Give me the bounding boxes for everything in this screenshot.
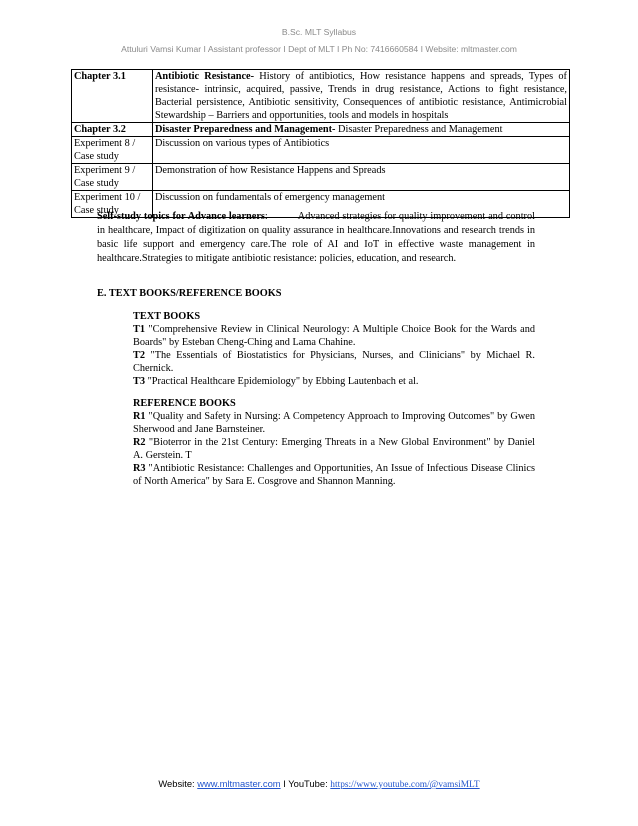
book-text: "Antibiotic Resistance: Challenges and Opportunities, An Issue of Infectious Disease Clinics of North America" by Sara E. Cosgrove and Shannon Manning.	[133, 463, 535, 487]
footer-website-label: Website:	[158, 778, 198, 789]
topic-cell: Discussion on fundamentals of emergency management	[153, 191, 570, 218]
experiment-label: Experiment 8 /	[74, 138, 136, 149]
list-item	[133, 323, 535, 349]
topic-title: Disaster Preparedness and Management-	[155, 124, 336, 135]
running-header-title: B.Sc. MLT Syllabus	[281, 27, 357, 37]
youtube-link[interactable]: https://www.youtube.com/@vamsiMLT	[330, 780, 480, 790]
book-code: T2	[133, 350, 146, 361]
page-footer	[0, 778, 638, 790]
experiment-type: Case study	[74, 205, 119, 216]
topic-text: History of antibiotics, How resistance happens and spreads, Types of resistance- intrinsic, acquired, passive, Trends in drug resistance, Actions to fight resistance, Bacterial persistence, Antibiotic sensitivity, Consequences of antibiotic resistance, Antimicrobial Stewardship – Barriers and opportunities, tools and models in hospitals	[155, 71, 567, 121]
book-code: R2	[133, 437, 146, 448]
book-text: "The Essentials of Biostatistics for Physicians, Nurses, and Clinicians" by Michael R. Chernick.	[133, 350, 535, 374]
topic-text: Disaster Preparedness and Management	[335, 124, 503, 135]
list-item	[133, 375, 535, 388]
experiment-cell	[72, 137, 153, 164]
syllabus-table	[71, 69, 570, 218]
self-study-colon: :	[264, 211, 268, 222]
experiment-label: Experiment 9 /	[74, 165, 136, 176]
book-text: "Comprehensive Review in Clinical Neurology: A Multiple Choice Book for the Wards and Boards" by Esteban Cheng-Ching and Lama Chahine.	[133, 324, 535, 348]
book-code: T3	[133, 376, 146, 387]
table-row	[72, 123, 570, 137]
reference-books-block	[133, 397, 535, 488]
chapter-cell: Chapter 3.1	[72, 70, 153, 123]
book-text: "Bioterror in the 21st Century: Emerging Threats in a New Global Environment" by Daniel A. Gerstein. T	[133, 437, 535, 461]
self-study-label: Self-study topics for Advance learners	[97, 211, 265, 222]
text-books-heading: TEXT BOOKS	[133, 311, 201, 322]
topic-cell	[153, 123, 570, 137]
chapter-cell: Chapter 3.2	[72, 123, 153, 137]
self-study-text: Advanced strategies for quality improvement and control in healthcare, Impact of digitization on quality assurance in healthcare.Innovations and research trends in basic life support and emergency care.The role of AI and IoT in effective waste management in healthcare.Strategies to mitigate antibiotic resistance: policies, education, and research.	[97, 211, 535, 264]
table-row	[72, 164, 570, 191]
self-study-paragraph	[97, 210, 535, 266]
topic-cell: Demonstration of how Resistance Happens and Spreads	[153, 164, 570, 191]
list-item	[133, 462, 535, 488]
list-item	[133, 436, 535, 462]
section-heading: E. TEXT BOOKS/REFERENCE BOOKS	[97, 288, 282, 299]
book-code: R1	[133, 411, 146, 422]
experiment-cell	[72, 164, 153, 191]
reference-books-heading: REFERENCE BOOKS	[133, 398, 236, 409]
topic-cell	[153, 70, 570, 123]
book-code: T1	[133, 324, 146, 335]
list-item	[133, 410, 535, 436]
experiment-type: Case study	[74, 178, 119, 189]
footer-separator: I YouTube:	[280, 778, 331, 789]
table-row	[72, 70, 570, 123]
book-code: R3	[133, 463, 146, 474]
topic-cell: Discussion on various types of Antibiotics	[153, 137, 570, 164]
experiment-label: Experiment 10 /	[74, 192, 141, 203]
table-row	[72, 137, 570, 164]
topic-title: Antibiotic Resistance-	[155, 71, 255, 82]
book-text: "Quality and Safety in Nursing: A Competency Approach to Improving Outcomes" by Gwen Sherwood and Jane Barnsteiner.	[133, 411, 535, 435]
text-books-block	[133, 310, 535, 388]
list-item	[133, 349, 535, 375]
experiment-type: Case study	[74, 151, 119, 162]
book-text: "Practical Healthcare Epidemiology" by Ebbing Lautenbach et al.	[145, 376, 419, 387]
website-link[interactable]: www.mltmaster.com	[197, 778, 281, 789]
running-header-author: Attuluri Vamsi Kumar I Assistant professor I Dept of MLT I Ph No: 7416660584 I Website: mltmaster.com	[121, 44, 517, 54]
